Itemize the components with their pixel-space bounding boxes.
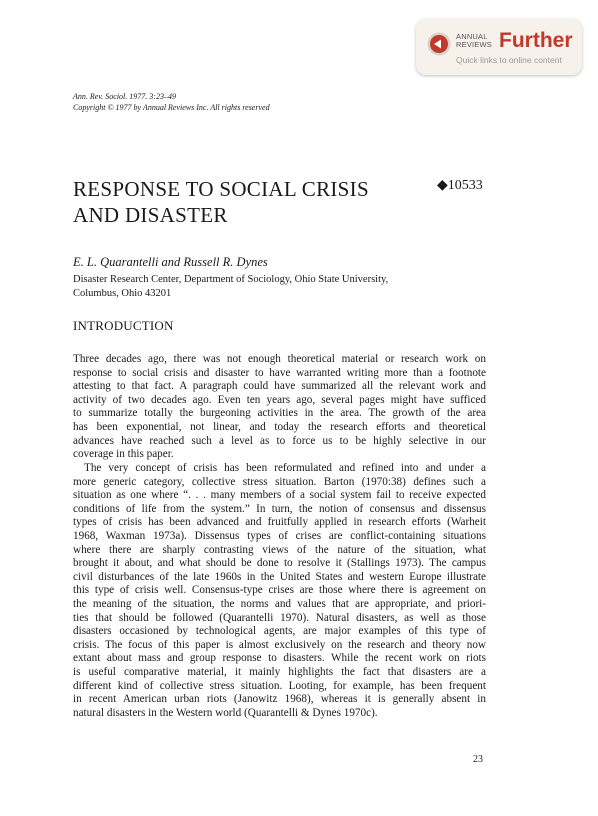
text-line: response to social crisis and disaster to have warranted writing more than a footnote (73, 366, 486, 379)
text-line: has been exponential, not linear, and today the research efforts and theoretical (73, 420, 486, 433)
section-heading: INTRODUCTION (73, 318, 174, 333)
further-label: Further (499, 29, 573, 52)
text-line: attesting to that fact. A paragraph could have summarized all the relevant work and (73, 380, 486, 393)
annual-label: ANNUAL (456, 32, 488, 41)
article-title (73, 176, 369, 228)
affiliation-line: Disaster Research Center, Department of Sociology, Ohio State University, (73, 274, 389, 285)
text-line: types of crisis has been advanced and fruitfully applied in research efforts (Warheit (73, 516, 486, 529)
text-line: more generic category, collective stress situation. Barton (1970:38) defines such a (73, 475, 486, 488)
text-line: the meaning of the situation, the norms and values that are appropriate, and priori- (73, 597, 486, 610)
text-line: activity of two decades ago. Even ten years ago, several pages might have sufficed (73, 393, 486, 406)
text-line: The very concept of crisis has been reformulated and refined into and under a (84, 462, 486, 474)
title-line: AND DISASTER (73, 203, 228, 227)
annual-reviews-wordmark (456, 33, 492, 49)
text-line: situation as one where “. . . many members of a social system fail to receive expected (73, 489, 486, 502)
text-line: advances have reached such a level as to force us to be highly selective in our (73, 434, 486, 447)
affiliation (73, 273, 388, 300)
text-line: this type of crisis well. Consensus-type crises are those where there is agreement on (73, 584, 486, 597)
text-line: civil disturbances of the late 1960s in the United States and western Europe illustrate (73, 570, 486, 583)
reviews-label: REVIEWS (456, 40, 492, 49)
text-line: crisis. The focus of this paper is almost exclusively on the research and theory now (73, 638, 486, 651)
text-line: in recent American urban riots (Janowitz 1968), whereas it is generally absent in (73, 693, 486, 706)
text-line: is useful comparative material, it mainly highlights the fact that disasters are a (73, 665, 486, 678)
text-line: coverage in this paper. (73, 448, 174, 461)
text-line: Three decades ago, there was not enough theoretical material or research work on (73, 353, 486, 365)
text-line: disasters occasioned by technological agents, are major examples of this type of (73, 625, 486, 638)
page-number: 23 (473, 754, 483, 765)
text-line: 1968, Waxman 1973a). Dissensus types of crises are conflict-containing situations (73, 529, 486, 542)
quick-links-label: Quick links to online content (456, 55, 562, 65)
authors: E. L. Quarantelli and Russell R. Dynes (73, 255, 268, 269)
text-line: brought it about, and what should be done to resolve it (Stallings 1973). The campus (73, 557, 486, 570)
annual-reviews-logo-icon (427, 32, 451, 56)
copyright-line: Copyright © 1977 by Annual Reviews Inc. All rights reserved (73, 103, 270, 112)
paragraph-1 (73, 353, 486, 462)
text-line: to summarize totally the burgeoning activities in the area. The growth of the area (73, 407, 486, 420)
paragraph-2 (73, 462, 486, 720)
journal-citation (73, 91, 270, 113)
affiliation-line: Columbus, Ohio 43201 (73, 287, 172, 299)
text-line: conditions of life from the system.” In turn, the notion of consensus and dissensus (73, 502, 486, 515)
text-line: where there are sharply contrasting views of the nature of the situation, what (73, 543, 486, 556)
citation-line: Ann. Rev. Sociol. 1977. 3:23–49 (73, 92, 176, 101)
text-line: extant about mass and group response to disasters. While the recent work on riots (73, 652, 486, 665)
further-banner[interactable] (416, 19, 582, 75)
article-id: ◆10533 (437, 178, 483, 193)
text-line: natural disasters in the Western world (Quarantelli & Dynes 1970c). (73, 706, 378, 719)
title-line: RESPONSE TO SOCIAL CRISIS (73, 177, 369, 201)
text-line: ties that should be followed (Quarantelli 1970). Natural disasters, as well as those (73, 611, 486, 624)
text-line: different kind of collective stress situation. Looting, for example, has been frequent (73, 679, 486, 692)
